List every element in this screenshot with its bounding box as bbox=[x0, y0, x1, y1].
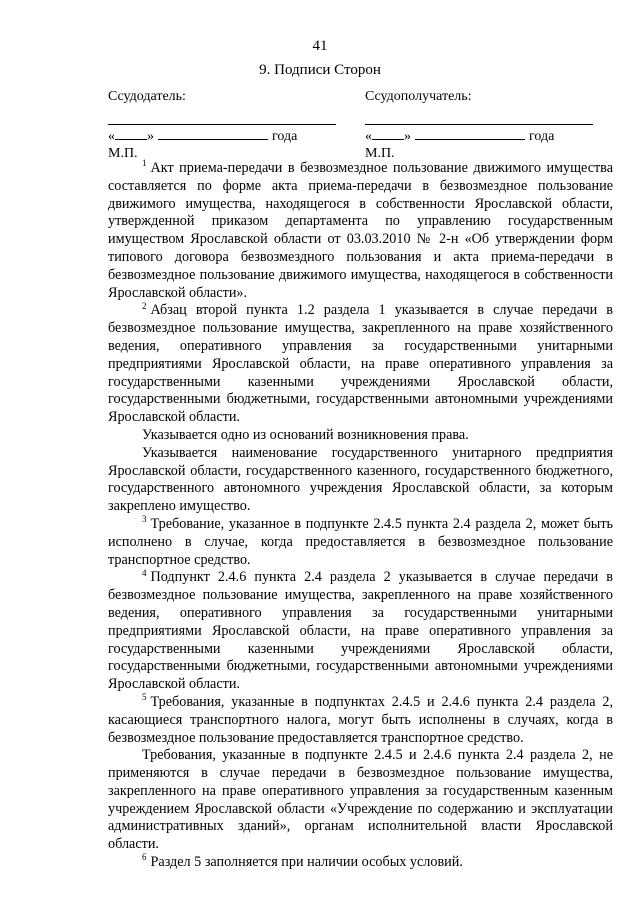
lender-year-word: года bbox=[272, 129, 298, 144]
borrower-quote-open: « bbox=[365, 129, 372, 144]
footnote-text: Раздел 5 заполняется при наличии особых условий. bbox=[150, 854, 463, 871]
footnote-paragraph bbox=[108, 694, 613, 747]
footnote-mark: 5 bbox=[142, 692, 147, 703]
footnote-text: Требование, указанное в подпункте 2.4.5 пункта 2.4 раздела 2, может быть исполнено в случае, когда предоставляется в безвозмездное пользование транспортное средство. bbox=[108, 515, 613, 568]
footnote-paragraph bbox=[108, 445, 613, 516]
lender-stamp-label: М.П. bbox=[108, 146, 138, 161]
footnote-text: Указывается одно из оснований возникновения права. bbox=[142, 426, 469, 443]
footnote-text: Подпункт 2.4.6 пункта 2.4 раздела 2 указывается в случае передачи в безвозмездное пользование имущества, закрепленного на праве хозяйственного ведения, оперативного управления за государственными унитарными предприятиями Ярославской области, на праве оперативного управления за государственными казенными учреждениями Ярославской области, государственными бюджетными, государственными автономными учреждениями Ярославской области. bbox=[108, 569, 613, 693]
footnote-mark: 1 bbox=[142, 158, 147, 169]
lender-day-blank bbox=[115, 127, 147, 140]
footnote-paragraph bbox=[108, 569, 613, 694]
footnote-text: Указывается наименование государственного унитарного предприятия Ярославской области, государственного казенного, государственного бюджетного, государственного автономного учреждения Ярославской области, за которым закреплено имущество. bbox=[108, 444, 613, 515]
borrower-year-word: года bbox=[529, 129, 555, 144]
section-title: 9. Подписи Сторон bbox=[259, 62, 381, 78]
page-number: 41 bbox=[312, 38, 328, 54]
lender-signature-line bbox=[108, 110, 336, 125]
lender-date-line bbox=[108, 127, 338, 145]
borrower-day-blank bbox=[372, 127, 404, 140]
footnote-text: Акт приема-передачи в безвозмездное пользование движимого имущества составляется по форме акта приема-передачи в безвозмездное пользование движимого имущества, находящегося в собственности Ярославской области, утвержденной приказом департамента по управлению государственным имуществом Ярославской области от 03.03.2010 № 2-н «Об утверждении форм типового договора безвозмездного пользования и акта приема-передачи в безвозмездное пользование движимого имущества, находящегося в собственности Ярославской области». bbox=[108, 160, 613, 301]
footnote-paragraph bbox=[108, 427, 613, 445]
footnote-text: Требования, указанные в подпункте 2.4.5 и 2.4.6 пункта 2.4 раздела 2, не применяются в случае передачи в безвозмездное пользование имущества, закрепленного на праве оперативного управления за государственным казенным учреждением Ярославской области «Учреждение по содержанию и эксплуатации административных зданий», органам исполнительной власти Ярославской области. bbox=[108, 747, 613, 853]
footnote-mark: 3 bbox=[142, 514, 147, 525]
borrower-signature-line bbox=[365, 110, 593, 125]
borrower-signature-block bbox=[365, 88, 595, 162]
footnote-text: Абзац второй пункта 1.2 раздела 1 указывается в случае передачи в безвозмездное пользование имущества, закрепленного на праве хозяйственного ведения, оперативного управления за государственными унитарными предприятиями Ярославской области, на праве оперативного управления за государственными казенными учреждениями Ярославской области, государственными бюджетными, государственными автономными учреждениями Ярославской области. bbox=[108, 302, 613, 426]
footnote-paragraph bbox=[108, 160, 613, 302]
borrower-role-label: Ссудополучатель: bbox=[365, 89, 472, 104]
footnote-paragraph bbox=[108, 854, 613, 872]
borrower-stamp-label: М.П. bbox=[365, 146, 395, 161]
lender-month-blank bbox=[158, 127, 268, 140]
footnote-paragraph bbox=[108, 302, 613, 427]
footnote-paragraph bbox=[108, 747, 613, 854]
footnotes-section bbox=[108, 160, 613, 872]
lender-quote-close: » bbox=[147, 129, 154, 144]
footnote-mark: 4 bbox=[142, 567, 147, 578]
lender-signature-block bbox=[108, 88, 338, 162]
footnote-mark: 6 bbox=[142, 852, 147, 863]
borrower-date-line bbox=[365, 127, 595, 145]
lender-role-label: Ссудодатель: bbox=[108, 89, 186, 104]
borrower-month-blank bbox=[415, 127, 525, 140]
footnote-mark: 2 bbox=[142, 300, 147, 311]
borrower-quote-close: » bbox=[404, 129, 411, 144]
lender-quote-open: « bbox=[108, 129, 115, 144]
footnote-paragraph bbox=[108, 516, 613, 569]
footnote-text: Требования, указанные в подпунктах 2.4.5 и 2.4.6 пункта 2.4 раздела 2, касающиеся транспортного налога, могут быть исполнены в случаях, когда в безвозмездное пользование предоставляется транспортное средство. bbox=[108, 693, 613, 746]
